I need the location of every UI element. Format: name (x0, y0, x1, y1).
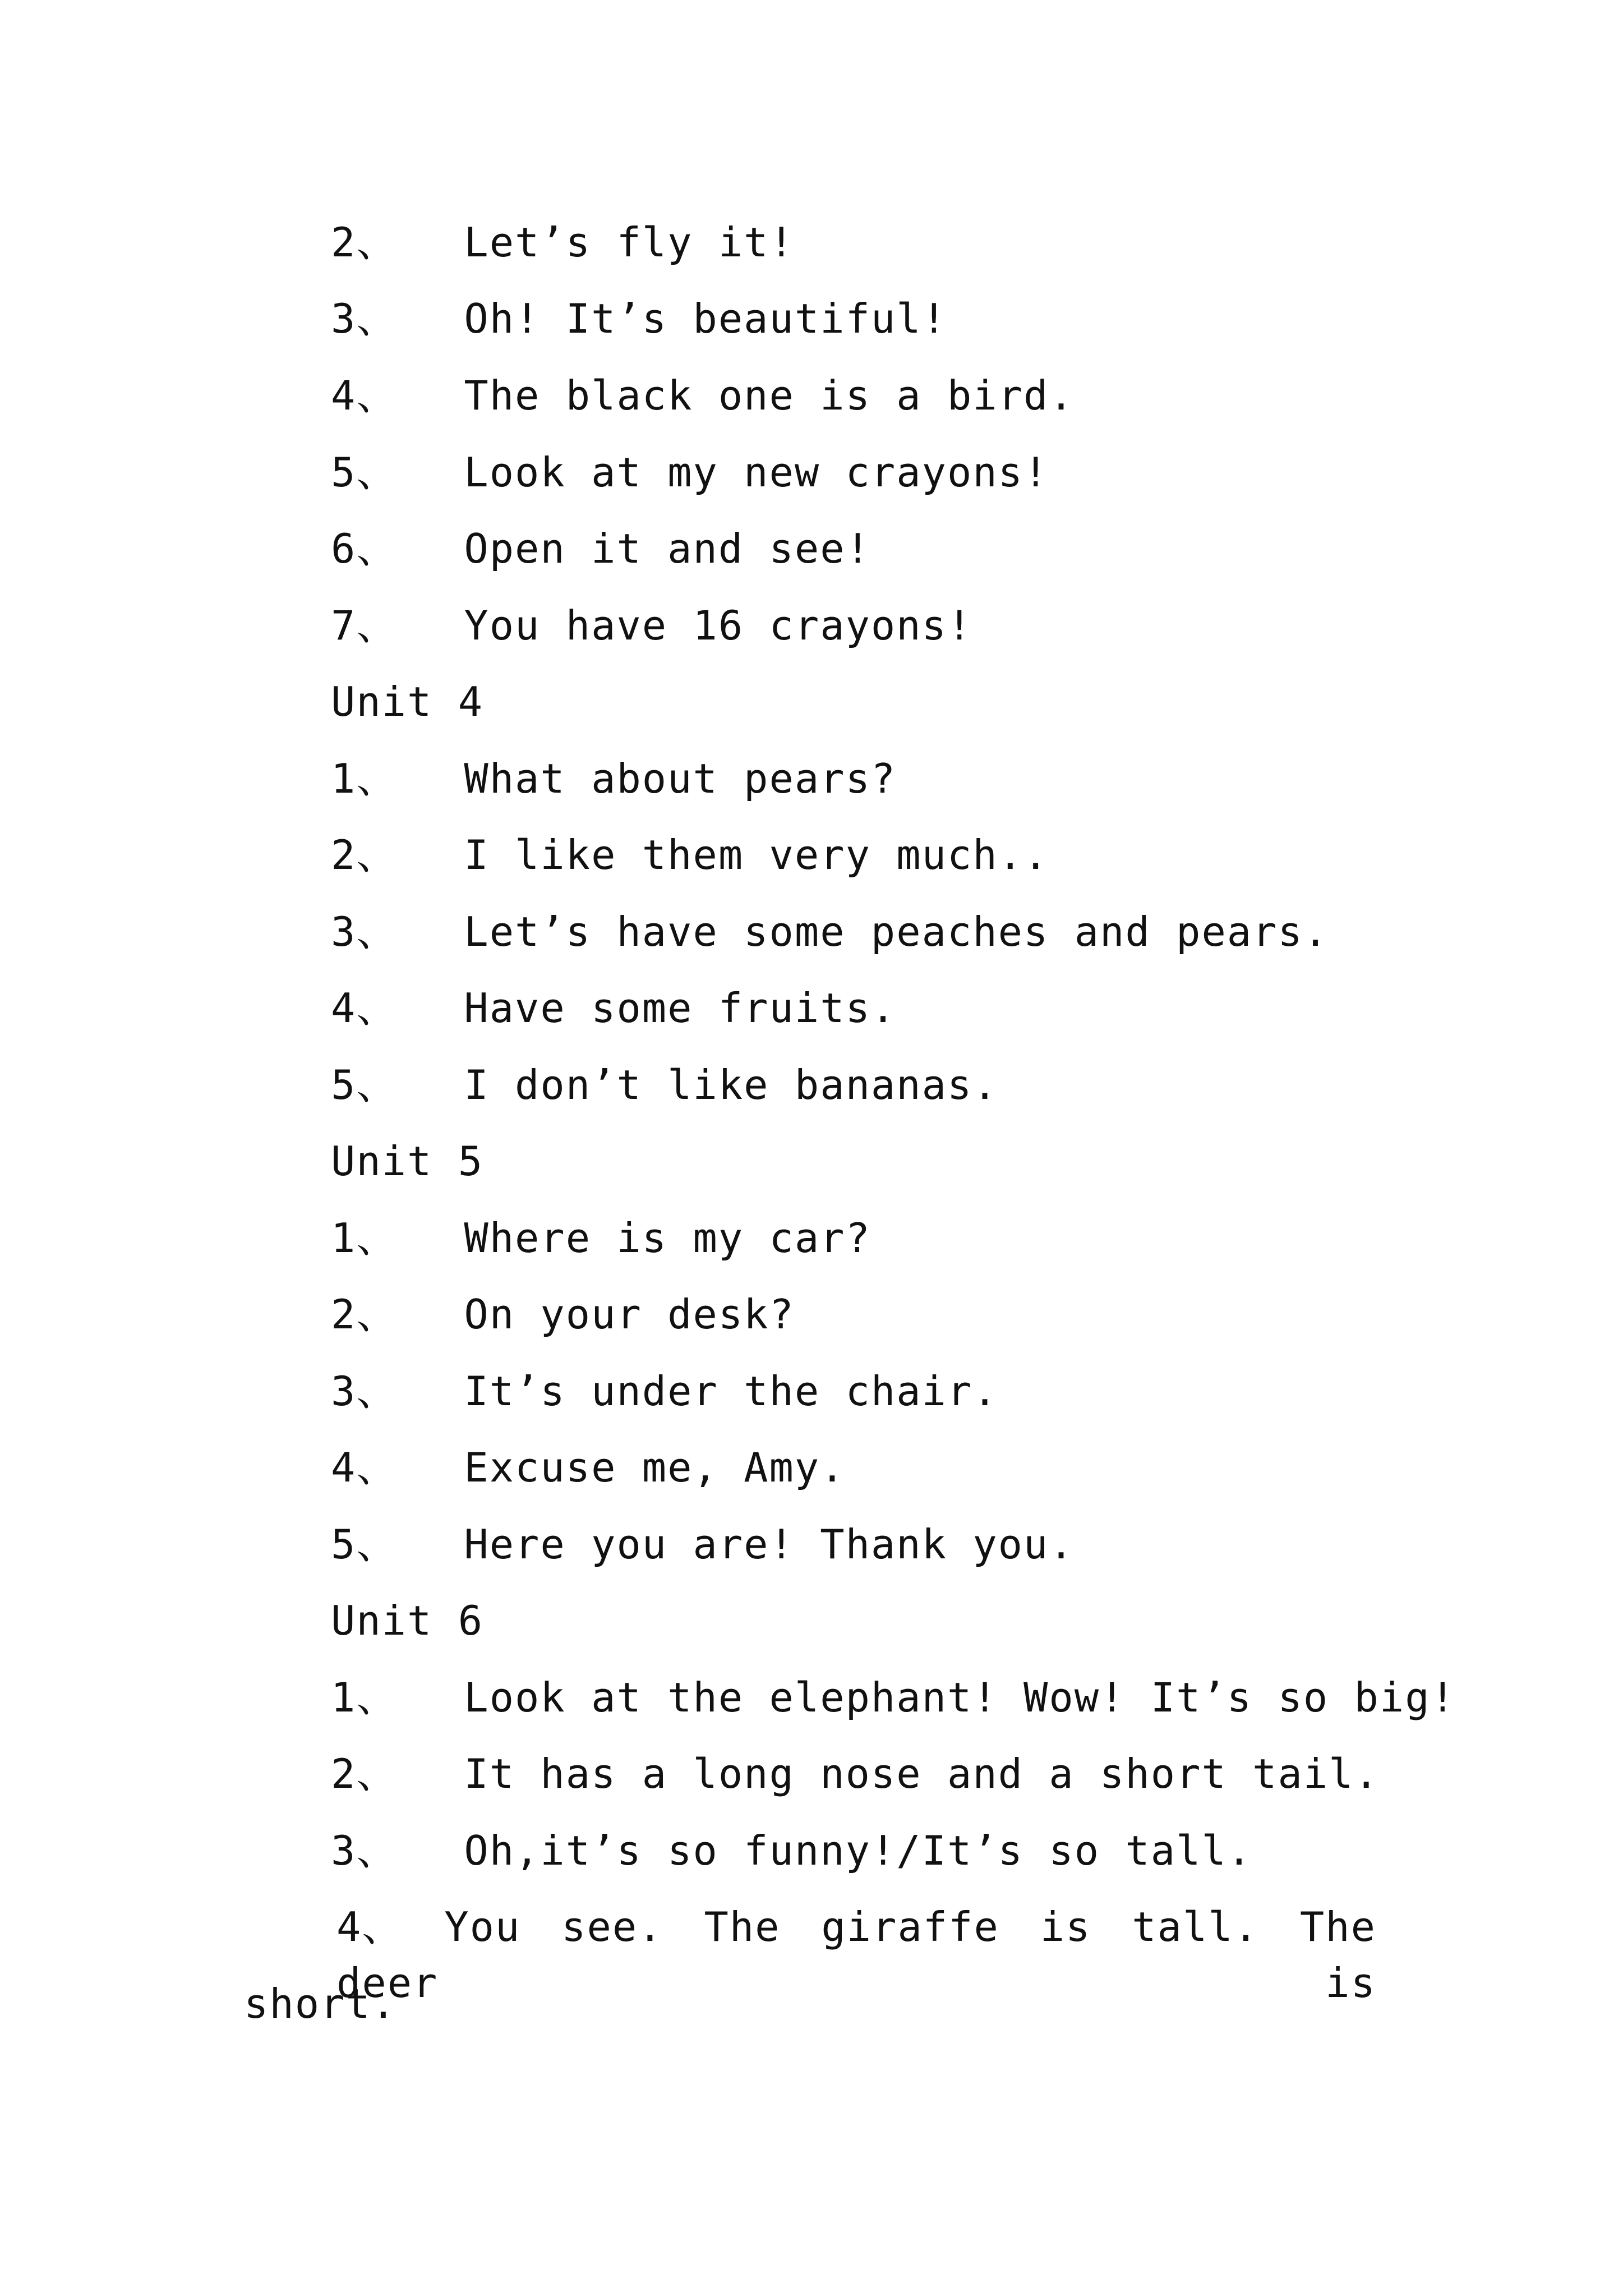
list-item (331, 597, 972, 654)
unit-heading: Unit 5 (331, 1138, 484, 1185)
item-number: 4、 (331, 1444, 398, 1491)
item-text: What about pears? (464, 755, 897, 802)
item-text: Have some fruits. (464, 984, 897, 1032)
item-number: 2、 (331, 1291, 398, 1338)
item-text: You have 16 crayons! (464, 602, 973, 649)
list-item (331, 214, 795, 270)
list-item (331, 1823, 1252, 1879)
item-number: 4、 (331, 372, 398, 419)
item-text: I don’t like bananas. (464, 1061, 998, 1108)
item-text: On your desk? (464, 1291, 795, 1338)
list-item (331, 904, 1329, 960)
list-item (331, 367, 1075, 424)
item-text: Look at the elephant! Wow! It’s so big! (464, 1674, 1456, 1721)
item-number: 2、 (331, 219, 398, 266)
unit-heading: Unit 4 (331, 678, 484, 725)
item-text: Excuse me, Amy. (464, 1444, 846, 1491)
item-number: 3、 (331, 908, 398, 955)
item-number: 1、 (331, 1214, 398, 1262)
item-number: 2、 (331, 831, 398, 878)
list-item (331, 1439, 846, 1496)
list-item (331, 1210, 871, 1266)
item-number: 2、 (331, 1750, 398, 1797)
item-number: 7、 (331, 602, 398, 649)
unit-heading: Unit 6 (331, 1597, 484, 1644)
list-item (331, 291, 947, 347)
list-item (331, 521, 871, 577)
item-number: 3、 (331, 295, 398, 342)
list-item (331, 751, 896, 807)
item-number: 1、 (331, 1674, 398, 1721)
list-item (331, 444, 1049, 500)
item-number: 3、 (331, 1368, 398, 1415)
list-item (331, 1057, 998, 1113)
item-number: 5、 (331, 1061, 398, 1108)
item-text: Oh! It’s beautiful! (464, 295, 947, 342)
item-text: It has a long nose and a short tail. (464, 1750, 1380, 1797)
item-text: Look at my new crayons! (464, 449, 1049, 496)
item-text: I like them very much.. (464, 831, 1049, 878)
item-number: 3、 (331, 1827, 398, 1874)
list-item (331, 1363, 998, 1419)
list-item (331, 1286, 795, 1342)
item-number: 1、 (331, 755, 398, 802)
item-text: Let’s have some peaches and pears. (464, 908, 1329, 955)
item-text: Oh,it’s so funny!/It’s so tall. (464, 1827, 1253, 1874)
item-text: Here you are! Thank you. (464, 1521, 1075, 1568)
item-number: 6、 (331, 525, 398, 572)
item-number: 4、 (331, 984, 398, 1032)
item-number: 5、 (331, 1521, 398, 1568)
list-item (331, 980, 896, 1036)
item-text: It’s under the chair. (464, 1368, 998, 1415)
item-text: Open it and see! (464, 525, 871, 572)
item-text-continuation: short. (244, 1980, 397, 2027)
list-item-wrapped (336, 1899, 1376, 2011)
list-item (331, 827, 1049, 883)
list-item (331, 1516, 1075, 1572)
item-text: You see. The giraffe is tall. The deer is (336, 1903, 1376, 2007)
list-item (331, 1746, 1380, 1802)
item-text: The black one is a bird. (464, 372, 1075, 419)
item-number: 4、 (336, 1903, 404, 1950)
item-number: 5、 (331, 449, 398, 496)
item-text: Where is my car? (464, 1214, 871, 1262)
item-text: Let’s fly it! (464, 219, 795, 266)
list-item (331, 1669, 1456, 1726)
